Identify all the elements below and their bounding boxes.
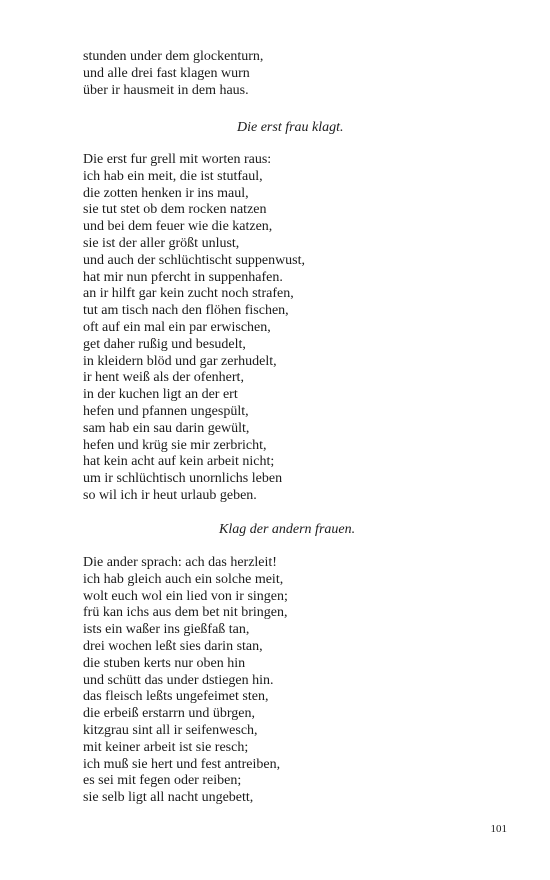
verse-line: über ir hausmeit in dem haus. (83, 82, 249, 98)
verse-line: und alle drei fast klagen wurn (83, 65, 250, 81)
verse-line: mit keiner arbeit ist sie resch; (83, 739, 249, 755)
verse-line: kitzgrau sint all ir seifenwesch, (83, 722, 258, 738)
verse-line: so wil ich ir heut urlaub geben. (83, 487, 257, 503)
stanza-3 (83, 555, 288, 807)
verse-line: sie selb ligt all nacht ungebett, (83, 790, 254, 806)
section-heading-1: Die erst frau klagt. (237, 120, 344, 135)
stanza-2 (83, 152, 305, 505)
verse-line: an ir hilft gar kein zucht noch strafen, (83, 286, 294, 302)
verse-line: und auch der schlüchtischt suppenwust, (83, 252, 306, 268)
verse-line: in kleidern blöd und gar zerhudelt, (83, 353, 277, 369)
verse-line: wolt euch wol ein lied von ir singen; (83, 588, 288, 604)
verse-line: frü kan ichs aus dem bet nit bringen, (83, 605, 288, 621)
verse-line: drei wochen leßt sies darin stan, (83, 638, 263, 654)
stanza-1 (83, 49, 263, 99)
verse-line: sie ist der aller größt unlust, (83, 235, 240, 251)
section-heading-2: Klag der andern frauen. (219, 522, 356, 537)
verse-line: ists ein waßer ins gießfaß tan, (83, 622, 250, 638)
verse-line: hefen und krüg sie mir zerbricht, (83, 437, 267, 453)
verse-line: die stuben kerts nur oben hin (83, 655, 246, 671)
verse-line: ir hent weiß als der ofenhert, (83, 370, 244, 386)
verse-line: sam hab ein sau darin gewült, (83, 420, 250, 436)
verse-line: in der kuchen ligt an der ert (83, 387, 238, 403)
verse-line: Die ander sprach: ach das herzleit! (83, 555, 277, 570)
verse-line: oft auf ein mal ein par erwischen, (83, 319, 271, 335)
verse-line: stunden under dem glockenturn, (83, 49, 264, 64)
verse-line: hat kein acht auf kein arbeit nicht; (83, 454, 275, 470)
verse-line: das fleisch leßts ungefeimet sten, (83, 689, 269, 705)
verse-line: und schütt das under dstiegen hin. (83, 672, 274, 688)
verse-line: get daher rußig und besudelt, (83, 336, 246, 352)
verse-line: ich hab gleich auch ein solche meit, (83, 571, 284, 587)
verse-line: ich hab ein meit, die ist stutfaul, (83, 168, 263, 184)
verse-line: und bei dem feuer wie die katzen, (83, 219, 273, 235)
verse-line: die zotten henken ir ins maul, (83, 185, 249, 201)
verse-line: hefen und pfannen ungespült, (83, 403, 249, 419)
verse-line: es sei mit fegen oder reiben; (83, 773, 242, 789)
verse-line: tut am tisch nach den flöhen fischen, (83, 303, 289, 319)
verse-line: sie tut stet ob dem rocken natzen (83, 202, 267, 218)
verse-line: die erbeiß erstarrn und übrgen, (83, 706, 255, 722)
page-number: 101 (490, 823, 507, 835)
verse-line: hat mir nun pfercht in suppenhafen. (83, 269, 283, 285)
verse-line: um ir schlüchtisch unornlichs leben (83, 471, 283, 487)
verse-line: Die erst fur grell mit worten raus: (83, 152, 272, 167)
verse-line: ich muß sie hert und fest antreiben, (83, 756, 281, 772)
